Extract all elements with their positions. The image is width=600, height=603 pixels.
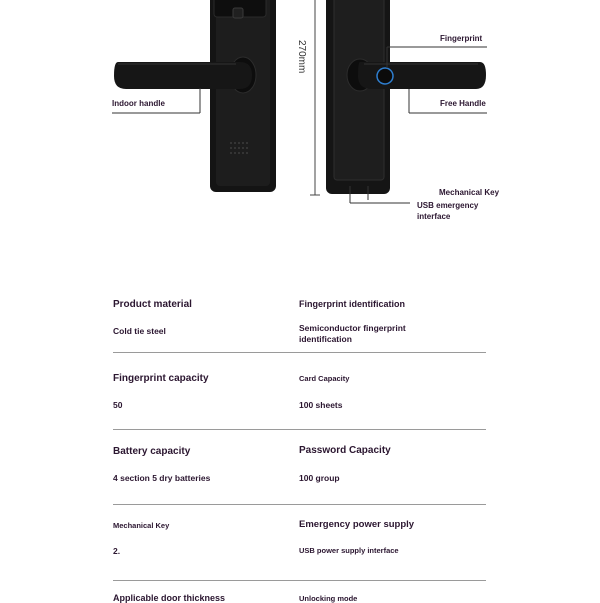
spec-label: Product material xyxy=(113,299,192,310)
dimension-label: 270mm xyxy=(296,40,307,74)
divider xyxy=(113,429,486,430)
spec-label: Fingerprint capacity xyxy=(113,373,209,384)
spec-label: Unlocking mode xyxy=(299,594,358,603)
spec-label: Password Capacity xyxy=(299,445,391,456)
indoor-handle xyxy=(114,62,252,89)
spec-value: 100 sheets xyxy=(299,400,343,410)
spec-value: USB power supply interface xyxy=(299,546,399,555)
spec-label: Applicable door thickness xyxy=(113,593,226,603)
spec-value: Cold tie steel xyxy=(113,326,166,336)
spec-value: 2. xyxy=(113,546,121,556)
spec-value: 100 group xyxy=(299,473,340,483)
spec-value: 4 section 5 dry batteries xyxy=(113,473,211,483)
divider xyxy=(113,352,486,353)
callout-usb-emergency: USB emergency interface xyxy=(417,201,479,221)
product-illustration xyxy=(0,0,600,230)
spec-label: Card Capacity xyxy=(299,374,350,383)
callout-free-handle: Free Handle xyxy=(440,99,486,108)
divider xyxy=(113,504,486,505)
callout-mechanical-key: Mechanical Key xyxy=(439,188,500,197)
spec-label: Fingerprint identification xyxy=(299,299,405,309)
callout-fingerprint: Fingerprint xyxy=(440,34,483,43)
lock-drawing xyxy=(0,0,600,230)
fingerprint-sensor xyxy=(377,68,393,84)
spec-value: 50 xyxy=(113,400,123,410)
spec-label: Mechanical Key xyxy=(113,521,170,530)
spec-value: Semiconductor fingerprint identification xyxy=(299,323,406,344)
callout-indoor-handle: Indoor handle xyxy=(112,99,165,108)
divider xyxy=(113,580,486,581)
spec-label: Battery capacity xyxy=(113,446,191,457)
spec-label: Emergency power supply xyxy=(299,519,415,530)
